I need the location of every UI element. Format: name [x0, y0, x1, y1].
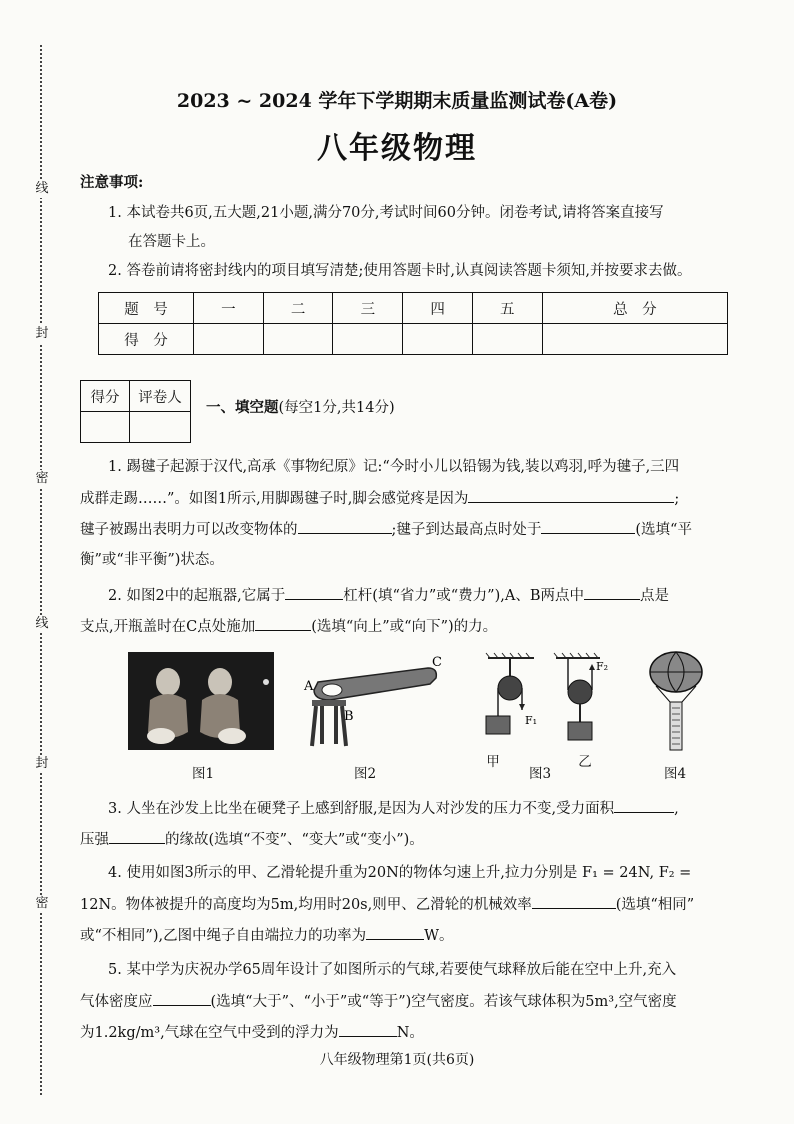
q3-line-1	[108, 798, 679, 819]
score-table-score-row	[99, 324, 728, 355]
score-header-label: 题 号	[99, 293, 194, 324]
label-a: A	[304, 679, 314, 694]
pulley-yi	[568, 680, 592, 704]
child-1-head	[156, 668, 180, 696]
binding-char-xian-2: 线	[35, 616, 49, 631]
score-cell-total[interactable]	[542, 324, 727, 355]
binding-char-mi-2: 密	[35, 896, 49, 911]
exam-header-title: 2023 ~ 2024 学年下学期期末质量监测试卷(A卷)	[176, 90, 618, 112]
section-1-note: (每空1分,共14分)	[278, 400, 395, 416]
score-header-5: 五	[472, 293, 542, 324]
q4-line-2-end: (选填“相同”	[615, 897, 695, 913]
grader-name-cell[interactable]	[130, 412, 191, 443]
score-header-total: 总 分	[542, 293, 727, 324]
score-cell-3[interactable]	[333, 324, 403, 355]
q5-line-3-end: N。	[396, 1025, 424, 1041]
q5-line-2	[80, 991, 677, 1012]
score-header-2: 二	[263, 293, 333, 324]
q2-line-2-text: 支点,开瓶盖时在C点处施加	[80, 619, 256, 635]
q1-line-2-end: ;	[674, 491, 680, 507]
q2-blank-1[interactable]	[285, 585, 343, 600]
score-cell-2[interactable]	[263, 324, 333, 355]
grader-score-label: 得分	[81, 381, 130, 412]
notice-item-1-line-1: 1. 本试卷共6页,五大题,21小题,满分70分,考试时间60分钟。闭卷考试,请将答案直接写	[108, 205, 664, 221]
q4-blank-1[interactable]	[532, 894, 616, 909]
page-footer: 八年级物理第1页(共6页)	[319, 1052, 475, 1068]
figure-2-caption: 图2	[353, 766, 377, 782]
section-1-heading	[206, 398, 395, 418]
q2-blank-2[interactable]	[584, 585, 640, 600]
q1-line-3	[80, 519, 692, 540]
exam-subject-title: 八年级物理	[317, 131, 477, 166]
notice-item-1-line-2: 在答题卡上。	[128, 234, 215, 250]
q1-line-3-mid: ;毽子到达最高点时处于	[391, 522, 542, 538]
score-cell-5[interactable]	[472, 324, 542, 355]
q1-line-4: 衡”或“非平衡”)状态。	[80, 552, 224, 568]
grader-score-cell[interactable]	[81, 412, 130, 443]
q3-line-1-text: 3. 人坐在沙发上比坐在硬凳子上感到舒服,是因为人对沙发的压力不变,受力面积	[108, 801, 615, 817]
binding-char-feng-2: 封	[35, 756, 49, 771]
figure-1-caption: 图1	[191, 766, 215, 782]
notice-heading: 注意事项:	[80, 174, 144, 191]
q1-blank-3[interactable]	[541, 519, 635, 534]
figure-3-jia-label: 甲	[486, 754, 500, 770]
q4-blank-2[interactable]	[366, 925, 424, 940]
binding-char-mi: 密	[35, 471, 49, 486]
q4-line-3-text: 或“不相同”),乙图中绳子自由端拉力的功率为	[80, 928, 367, 944]
bottle-stand	[312, 706, 346, 746]
q5-line-2-end: (选填“大于”、“小于”或“等于”)空气密度。若该气球体积为5m³,空气密度	[210, 994, 677, 1010]
binding-char-feng: 封	[35, 326, 49, 341]
q1-line-2	[80, 488, 679, 509]
bottle-cap	[312, 700, 346, 706]
label-f2: F₂	[596, 660, 609, 673]
q4-line-2	[80, 894, 694, 915]
q3-line-1-end: ,	[674, 801, 679, 817]
q2-line-1	[108, 585, 669, 606]
weight-jia	[486, 716, 510, 734]
q3-line-2	[80, 829, 424, 850]
figure-3-caption: 图3	[528, 766, 552, 782]
q3-blank-2[interactable]	[109, 829, 165, 844]
q5-blank-2[interactable]	[339, 1022, 397, 1037]
q5-line-1: 5. 某中学为庆祝办学65周年设计了如图所示的气球,若要使气球释放后能在空中上升,充入	[108, 962, 677, 978]
score-row-label: 得 分	[99, 324, 194, 355]
q4-line-1: 4. 使用如图3所示的甲、乙滑轮提升重为20N的物体匀速上升,拉力分别是 F₁ = 24N, F₂ =	[108, 865, 692, 881]
q3-line-2-text: 压强	[80, 832, 109, 848]
q4-line-3-end: W。	[424, 928, 454, 944]
q2-blank-3[interactable]	[255, 616, 311, 631]
q4-line-3	[80, 925, 454, 946]
score-header-4: 四	[403, 293, 473, 324]
q5-line-2-text: 气体密度应	[80, 994, 153, 1010]
figure-3-pulleys	[470, 650, 620, 750]
q5-line-3	[80, 1022, 424, 1043]
arrow-f2	[589, 664, 595, 670]
q2-line-2	[80, 616, 497, 637]
grader-name-label: 评卷人	[130, 381, 191, 412]
figure-3-yi-label: 乙	[578, 754, 592, 770]
score-header-1: 一	[194, 293, 264, 324]
q1-line-3-end: (选填“平	[635, 522, 692, 538]
notice-item-2: 2. 答卷前请将密封线内的项目填写清楚;使用答题卡时,认真阅读答题卡须知,并按要求去做。	[108, 263, 692, 279]
grader-table	[80, 380, 191, 443]
section-1-title: 一、填空题	[206, 399, 279, 416]
q1-blank-1[interactable]	[468, 488, 674, 503]
q3-blank-1[interactable]	[614, 798, 674, 813]
q2-line-1-end: 点是	[639, 588, 669, 604]
weight-yi	[568, 722, 592, 740]
child-1-leg	[147, 728, 175, 744]
label-f1: F₁	[525, 714, 538, 727]
q2-line-1-mid: 杠杆(填“省力”或“费力”),A、B两点中	[343, 588, 584, 604]
score-table-header-row	[99, 293, 728, 324]
arrow-f1	[519, 704, 525, 710]
score-cell-1[interactable]	[194, 324, 264, 355]
figure-4-caption: 图4	[663, 766, 687, 782]
child-2-leg	[218, 728, 246, 744]
binding-dotted-line	[40, 45, 42, 1095]
q4-line-2-text: 12N。物体被提升的高度均为5m,均用时20s,则甲、乙滑轮的机械效率	[80, 897, 532, 913]
figure-4-balloon	[638, 650, 718, 754]
q3-line-2-end: 的缘故(选填“不变”、“变大”或“变小”)。	[165, 832, 424, 848]
score-header-3: 三	[333, 293, 403, 324]
q1-blank-2[interactable]	[298, 519, 392, 534]
score-table	[98, 292, 728, 355]
opener-hole	[322, 684, 342, 696]
binding-char-xian: 线	[35, 181, 49, 196]
q5-line-3-text: 为1.2kg/m³,气球在空气中受到的浮力为	[80, 1025, 339, 1041]
figure-2-bottle-opener	[300, 654, 450, 750]
label-b: B	[344, 709, 354, 724]
figure-1-photo	[128, 652, 274, 750]
shuttlecock	[263, 679, 269, 685]
q2-line-1-text: 2. 如图2中的起瓶器,它属于	[108, 588, 286, 604]
label-c: C	[432, 655, 442, 670]
q5-blank-1[interactable]	[153, 991, 211, 1006]
q1-line-3-text: 毽子被踢出表明力可以改变物体的	[80, 522, 298, 538]
child-2-head	[208, 668, 232, 696]
score-cell-4[interactable]	[403, 324, 473, 355]
pulley-jia	[498, 676, 522, 700]
q1-line-1: 1. 踢毽子起源于汉代,高承《事物纪原》记:“今时小儿以铅锡为钱,装以鸡羽,呼为毽子,三四	[108, 459, 680, 475]
q1-line-2-text: 成群走踢……”。如图1所示,用脚踢毽子时,脚会感觉疼是因为	[80, 491, 469, 507]
q2-line-2-end: (选填“向上”或“向下”)的力。	[311, 619, 498, 635]
